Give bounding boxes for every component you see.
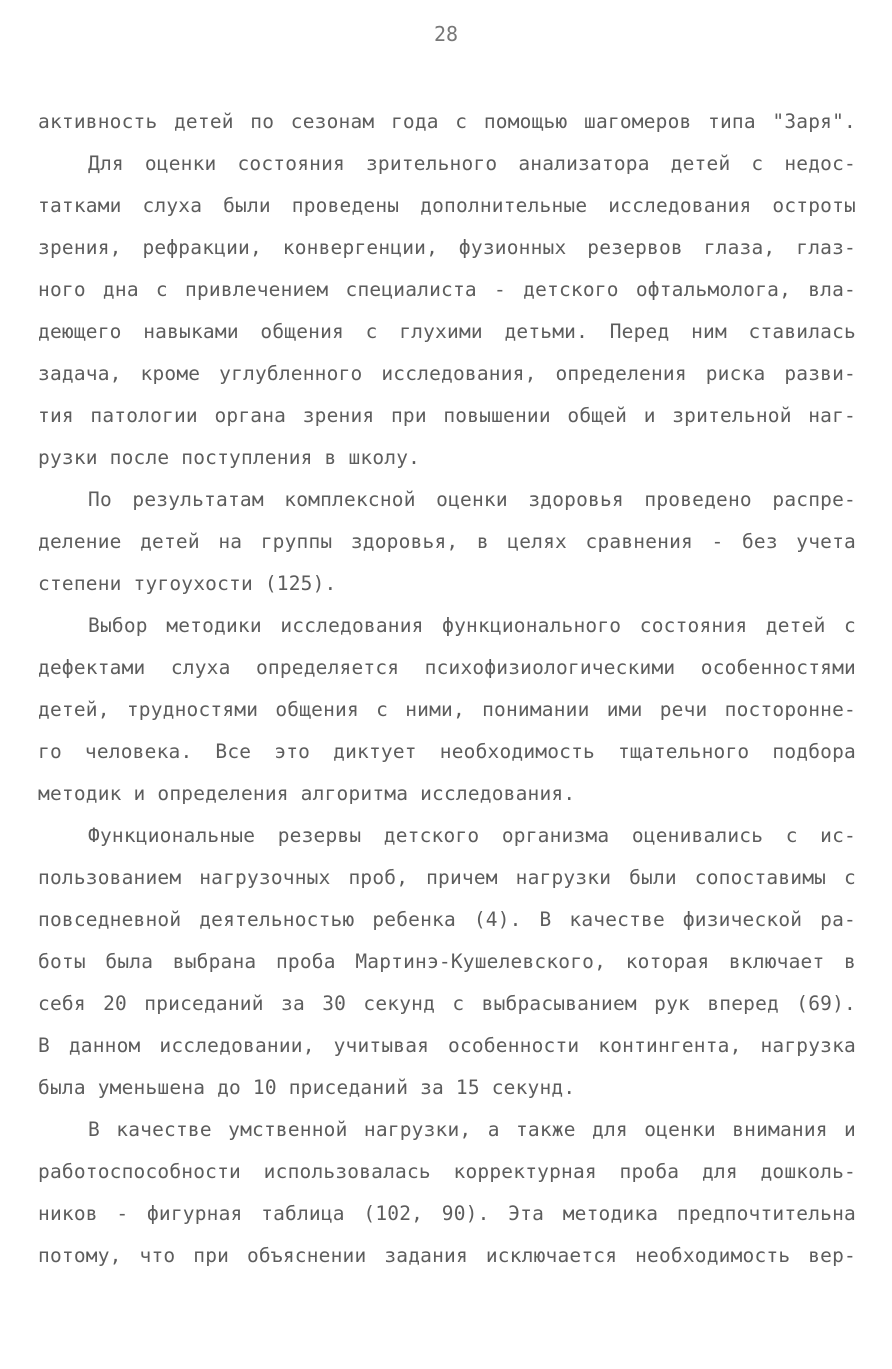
text-line: была уменьшена до 10 приседаний за 15 секунд.	[38, 1076, 576, 1099]
text-line: работоспособности использовалась корректурная проба для дошколь-	[38, 1160, 856, 1183]
text-line: повседневной деятельностью ребенка (4). В качестве физической ра-	[38, 908, 856, 931]
text-line: Для оценки состояния зрительного анализатора детей с недос-	[88, 152, 856, 175]
text-line: дефектами слуха определяется психофизиологическими особенностями	[38, 656, 856, 679]
text-line: методик и определения алгоритма исследования.	[38, 782, 576, 805]
text-line: ного дна с привлечением специалиста - детского офтальмолога, вла-	[38, 278, 856, 301]
text-line: В качестве умственной нагрузки, а также для оценки внимания и	[88, 1118, 856, 1141]
text-line: активность детей по сезонам года с помощью шагомеров типа "Заря".	[38, 110, 856, 133]
text-line: Выбор методики исследования функционального состояния детей с	[88, 614, 856, 637]
text-line: детей, трудностями общения с ними, понимании ими речи постороннe-	[38, 698, 856, 721]
text-line: рузки после поступления в школу.	[38, 446, 421, 469]
text-line: Функциональные резервы детского организма оценивались с ис-	[88, 824, 856, 847]
text-line: тия патологии органа зрения при повышении общей и зрительной наг-	[38, 404, 856, 427]
text-line: зрения, рефракции, конвергенции, фузионных резервов глаза, глаз-	[38, 236, 856, 259]
text-line: пользованием нагрузочных проб, причем нагрузки были сопоставимы с	[38, 866, 856, 889]
page-number: 28	[433, 22, 459, 46]
text-line: В данном исследовании, учитывая особенности контингента, нагрузка	[38, 1034, 856, 1057]
text-line: боты была выбрана проба Мартинэ-Кушелевского, которая включает в	[38, 950, 856, 973]
text-line: татками слуха были проведены дополнительные исследования остроты	[38, 194, 856, 217]
text-line: ников - фигурная таблица (102, 90). Эта методика предпочтительна	[38, 1202, 856, 1225]
text-line: деление детей на группы здоровья, в целях сравнения - без учета	[38, 530, 856, 553]
text-line: задача, кроме углубленного исследования, определения риска разви-	[38, 362, 856, 385]
text-line: себя 20 приседаний за 30 секунд с выбрасыванием рук вперед (69).	[38, 992, 856, 1015]
text-line: деющего навыками общения с глухими детьми. Перед ним ставилась	[38, 320, 856, 343]
text-line: степени тугоухости (125).	[38, 572, 337, 595]
text-line: го человека. Все это диктует необходимость тщательного подбора	[38, 740, 856, 763]
text-line: По результатам комплексной оценки здоровья проведено распре-	[88, 488, 856, 511]
text-line: потому, что при объяснении задания исключается необходимость вер-	[38, 1244, 856, 1267]
